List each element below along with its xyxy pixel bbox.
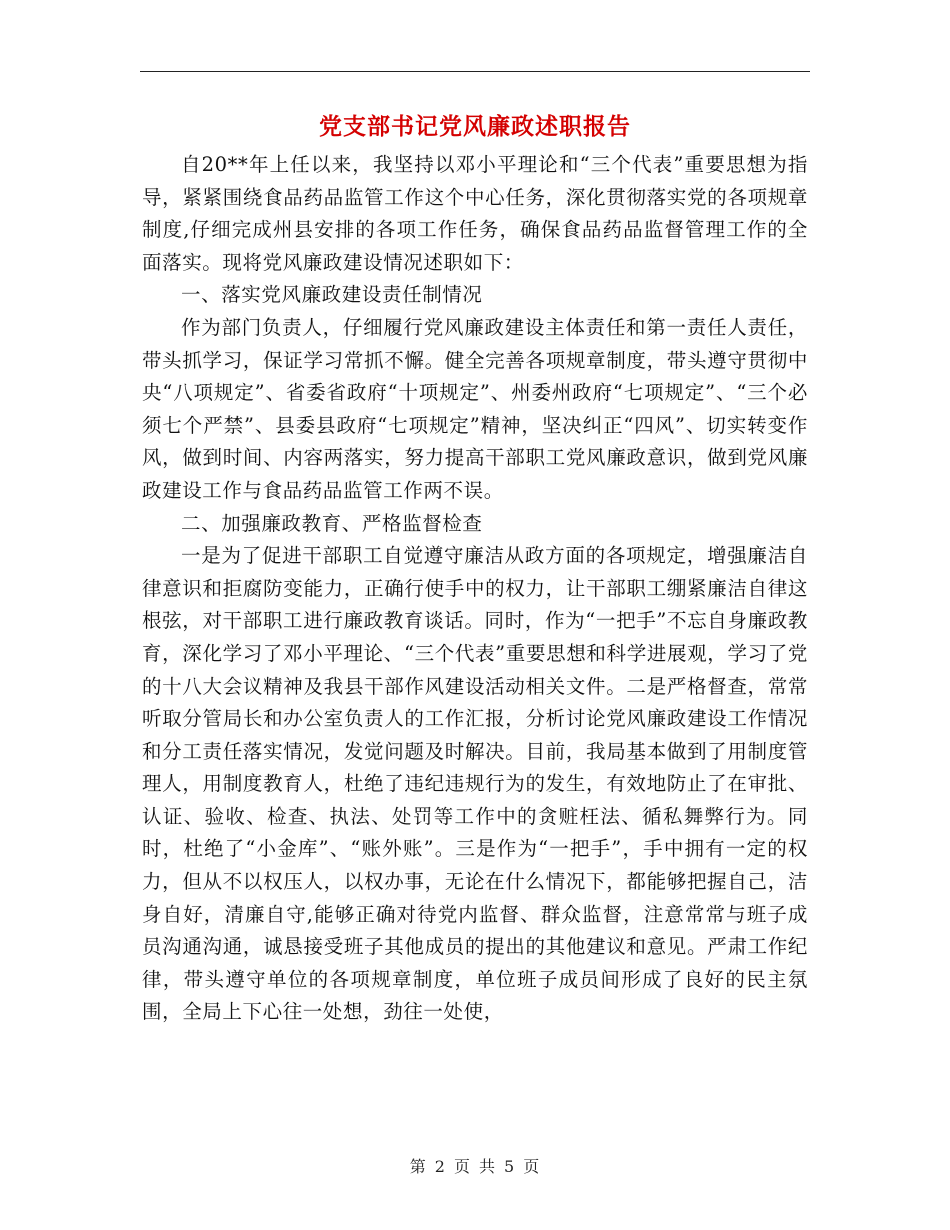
footer-total-prefix: 共 bbox=[479, 1157, 497, 1176]
footer-page-mid: 页 bbox=[453, 1157, 471, 1176]
footer-page-suffix: 页 bbox=[523, 1157, 541, 1176]
section-2-paragraph: 一是为了促进干部职工自觉遵守廉洁从政方面的各项规定，增强廉洁自律意识和拒腐防变能力，正确行使手中的权力，让干部职工绷紧廉洁自律这根弦，对干部职工进行廉政教育谈话。同时，作为“一把手”不忘自身廉政教育，深化学习了邓小平理论、“三个代表”重要思想和科学进展观，学习了党的十八大会议精神及我县干部作风建设活动相关文件。二是严格督查，常常听取分管局长和办公室负责人的工作汇报，分析讨论党风廉政建设工作情况和分工责任落实情况，发觉问题及时解决。目前，我局基本做到了用制度管理人，用制度教育人，杜绝了违纪违规行为的发生，有效地防止了在审批、认证、验收、检查、执法、处罚等工作中的贪赃枉法、循私舞弊行为。同时，杜绝了“小金库”、“账外账”。三是作为“一把手”，手中拥有一定的权力，但从不以权压人，以权办事，无论在什么情况下，都能够把握自己，洁身自好，清廉自守,能够正确对待党内监督、群众监督，注意常常与班子成员沟通沟通，诚恳接受班子其他成员的提出的其他建议和意见。严肃工作纪律，带头遵守单位的各项规章制度，单位班子成员间形成了良好的民主氛围，全局上下心往一处想，劲往一处使， bbox=[142, 544, 808, 1024]
page-footer bbox=[0, 1154, 950, 1177]
section-heading-1: 一、落实党风廉政建设责任制情况 bbox=[181, 283, 483, 307]
document-body bbox=[142, 149, 808, 1029]
intro-paragraph: 自20**年上任以来，我坚持以邓小平理论和“三个代表”重要思想为指导，紧紧围绕食品药品监管工作这个中心任务，深化贯彻落实党的各项规章制度,仔细完成州县安排的各项工作任务，确保食品药品监督管理工作的全面落实。现将党风廉政建设情况述职如下： bbox=[142, 153, 808, 274]
header-rule bbox=[140, 71, 810, 72]
footer-total-pages: 5 bbox=[504, 1157, 516, 1176]
section-1-paragraph: 作为部门负责人，仔细履行党风廉政建设主体责任和第一责任人责任，带头抓学习，保证学习常抓不懈。健全完善各项规章制度，带头遵守贯彻中央“八项规定”、省委省政府“十项规定”、州委州政府“七项规定”、“三个必须七个严禁”、县委县政府“七项规定”精神，坚决纠正“四风”、切实转变作风，做到时间、内容两落实，努力提高干部职工党风廉政意识，做到党风廉政建设工作与食品药品监管工作两不误。 bbox=[142, 315, 808, 502]
document-title: 党支部书记党风廉政述职报告 bbox=[319, 113, 631, 140]
footer-page-prefix: 第 bbox=[409, 1157, 427, 1176]
section-heading-2: 二、加强廉政教育、严格监督检查 bbox=[181, 511, 483, 535]
footer-current-page: 2 bbox=[434, 1157, 446, 1176]
